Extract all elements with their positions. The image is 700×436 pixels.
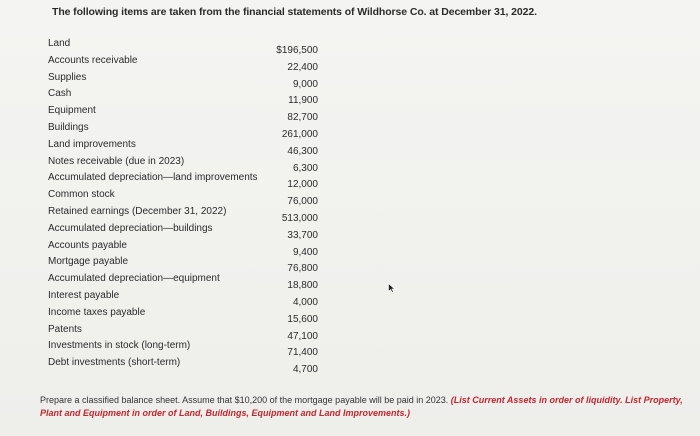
item-label-accounts-payable: Accounts payable bbox=[48, 239, 127, 251]
item-value-buildings: 261,000 bbox=[281, 128, 318, 140]
item-label-notes-receivable: Notes receivable (due in 2023) bbox=[48, 155, 185, 167]
item-value-land-improvements: 46,300 bbox=[287, 145, 318, 157]
item-value-mortgage-payable: 76,800 bbox=[287, 263, 318, 275]
item-label-cash: Cash bbox=[48, 88, 72, 100]
item-label-accum-dep-buildings: Accumulated depreciation—buildings bbox=[48, 222, 213, 234]
item-value-cash: 11,900 bbox=[288, 95, 318, 107]
item-label-accounts-receivable: Accounts receivable bbox=[48, 54, 138, 66]
item-label-income-taxes-payable: Income taxes payable bbox=[48, 306, 146, 318]
item-label-supplies: Supplies bbox=[48, 71, 87, 83]
item-label-patents: Patents bbox=[48, 323, 82, 335]
item-label-debt-investments: Debt investments (short-term) bbox=[48, 357, 181, 369]
item-label-investments-in-stock: Investments in stock (long-term) bbox=[48, 340, 191, 352]
item-values-column bbox=[258, 43, 318, 379]
item-value-income-taxes-payable: 15,600 bbox=[287, 313, 318, 325]
instructions-paragraph bbox=[40, 394, 690, 420]
item-value-supplies: 9,000 bbox=[292, 78, 318, 90]
item-label-interest-payable: Interest payable bbox=[48, 289, 120, 301]
problem-heading: The following items are taken from the financial statements of Wildhorse Co. at December 31, 2022. bbox=[52, 6, 537, 18]
instructions-emphasis: (List Current Assets in order of liquidity. List Property, Plant and Equipment in order of Land, Buildings, Equipment and Land Improvements.) bbox=[40, 395, 683, 418]
item-value-debt-investments: 4,700 bbox=[292, 364, 318, 376]
item-value-accum-dep-equipment: 18,800 bbox=[287, 280, 318, 292]
item-value-patents: 47,100 bbox=[287, 330, 318, 342]
item-label-land: Land bbox=[48, 38, 71, 49]
item-value-accum-dep-buildings: 33,700 bbox=[287, 229, 318, 241]
mouse-pointer-icon bbox=[388, 280, 396, 290]
item-label-accum-dep-equipment: Accumulated depreciation—equipment bbox=[48, 273, 220, 285]
instructions-text: Prepare a classified balance sheet. Assume that $10,200 of the mortgage payable will be paid in 2023. bbox=[40, 395, 451, 405]
item-value-land: $196,500 bbox=[276, 45, 318, 56]
item-value-investments-in-stock: 71,400 bbox=[287, 347, 318, 359]
item-value-accounts-payable: 9,400 bbox=[292, 246, 318, 258]
item-value-equipment: 82,700 bbox=[287, 112, 318, 124]
item-label-land-improvements: Land improvements bbox=[48, 138, 136, 150]
item-value-common-stock: 76,000 bbox=[287, 196, 318, 208]
item-label-equipment: Equipment bbox=[48, 105, 96, 117]
item-label-accum-dep-land-improvements: Accumulated depreciation—land improvements bbox=[48, 172, 258, 184]
item-value-notes-receivable: 6,300 bbox=[292, 162, 318, 174]
item-label-mortgage-payable: Mortgage payable bbox=[48, 256, 129, 268]
item-value-accum-dep-land-improvements: 12,000 bbox=[287, 179, 318, 191]
item-label-common-stock: Common stock bbox=[48, 189, 115, 201]
item-value-retained-earnings: 513,000 bbox=[281, 212, 318, 224]
item-value-interest-payable: 4,000 bbox=[292, 296, 318, 308]
item-labels-column bbox=[48, 36, 278, 372]
item-label-retained-earnings: Retained earnings (December 31, 2022) bbox=[48, 205, 227, 217]
item-label-buildings: Buildings bbox=[48, 121, 89, 133]
item-value-accounts-receivable: 22,400 bbox=[287, 61, 318, 73]
